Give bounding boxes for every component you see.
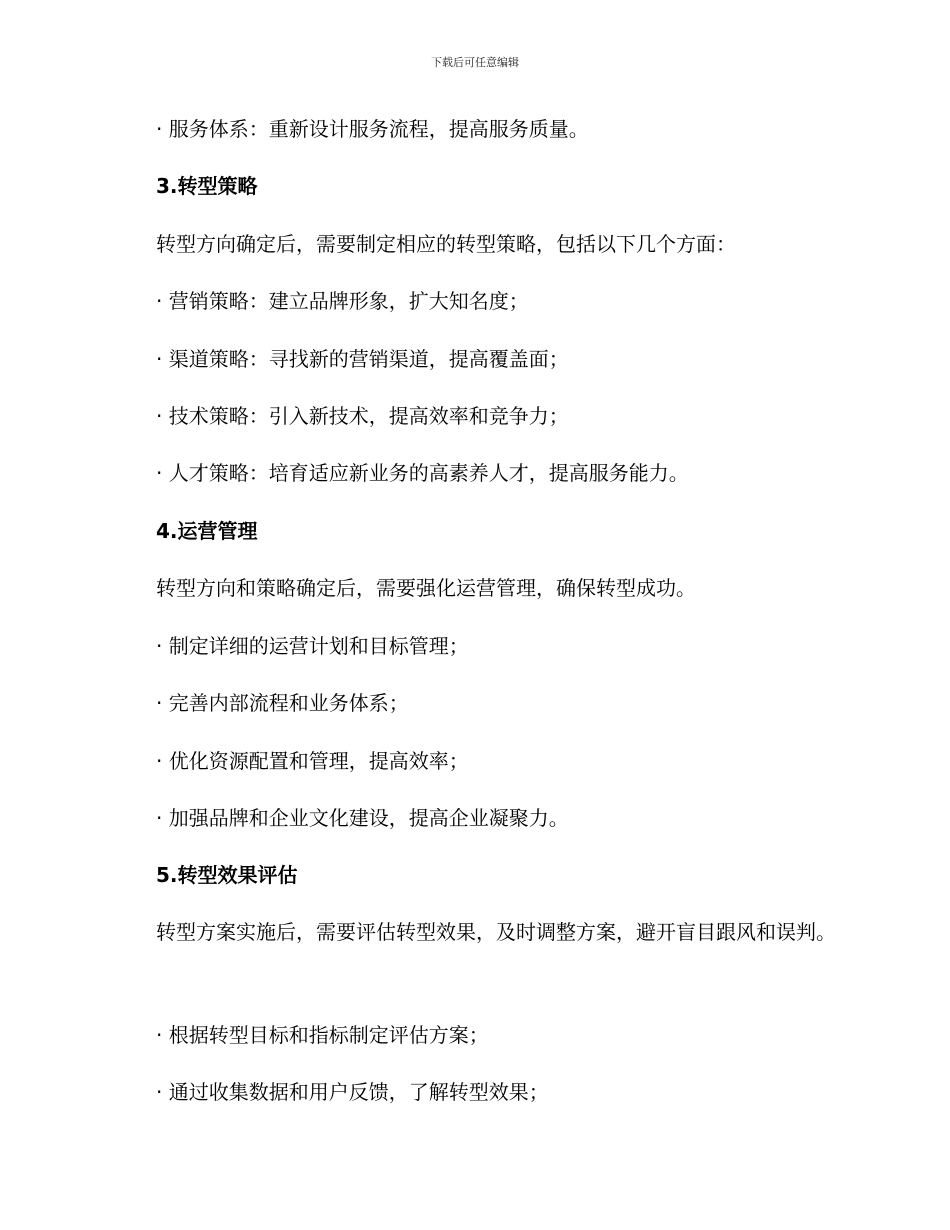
page-header: 下载后可任意编辑 (431, 56, 519, 69)
section-heading-3: 3.转型策略 (156, 174, 258, 198)
bullet-evaluation-plan: · 根据转型目标和指标制定评估方案； (156, 1023, 489, 1047)
bullet-resource-allocation: · 优化资源配置和管理，提高效率； (156, 749, 469, 773)
section-heading-5: 5.转型效果评估 (156, 863, 298, 887)
paragraph-strategy-intro: 转型方向确定后，需要制定相应的转型策略，包括以下几个方面： (156, 232, 736, 256)
section-heading-4: 4.运营管理 (156, 519, 258, 543)
bullet-service-system: · 服务体系：重新设计服务流程，提高服务质量。 (156, 117, 589, 141)
bullet-channel-strategy: · 渠道策略：寻找新的营销渠道，提高覆盖面； (156, 347, 569, 371)
bullet-marketing-strategy: · 营销策略：建立品牌形象，扩大知名度； (156, 289, 529, 313)
bullet-technology-strategy: · 技术策略：引入新技术，提高效率和竞争力； (156, 404, 569, 428)
paragraph-operations-intro: 转型方向和策略确定后，需要强化运营管理，确保转型成功。 (156, 576, 696, 600)
bullet-data-feedback: · 通过收集数据和用户反馈，了解转型效果； (156, 1080, 549, 1104)
bullet-brand-culture: · 加强品牌和企业文化建设，提高企业凝聚力。 (156, 806, 569, 830)
bullet-operations-plan: · 制定详细的运营计划和目标管理； (156, 634, 469, 658)
bullet-talent-strategy: · 人才策略：培育适应新业务的高素养人才，提高服务能力。 (156, 461, 689, 485)
bullet-internal-process: · 完善内部流程和业务体系； (156, 691, 409, 715)
paragraph-evaluation-intro: 转型方案实施后，需要评估转型效果，及时调整方案，避开盲目跟风和误判。 (156, 920, 836, 944)
